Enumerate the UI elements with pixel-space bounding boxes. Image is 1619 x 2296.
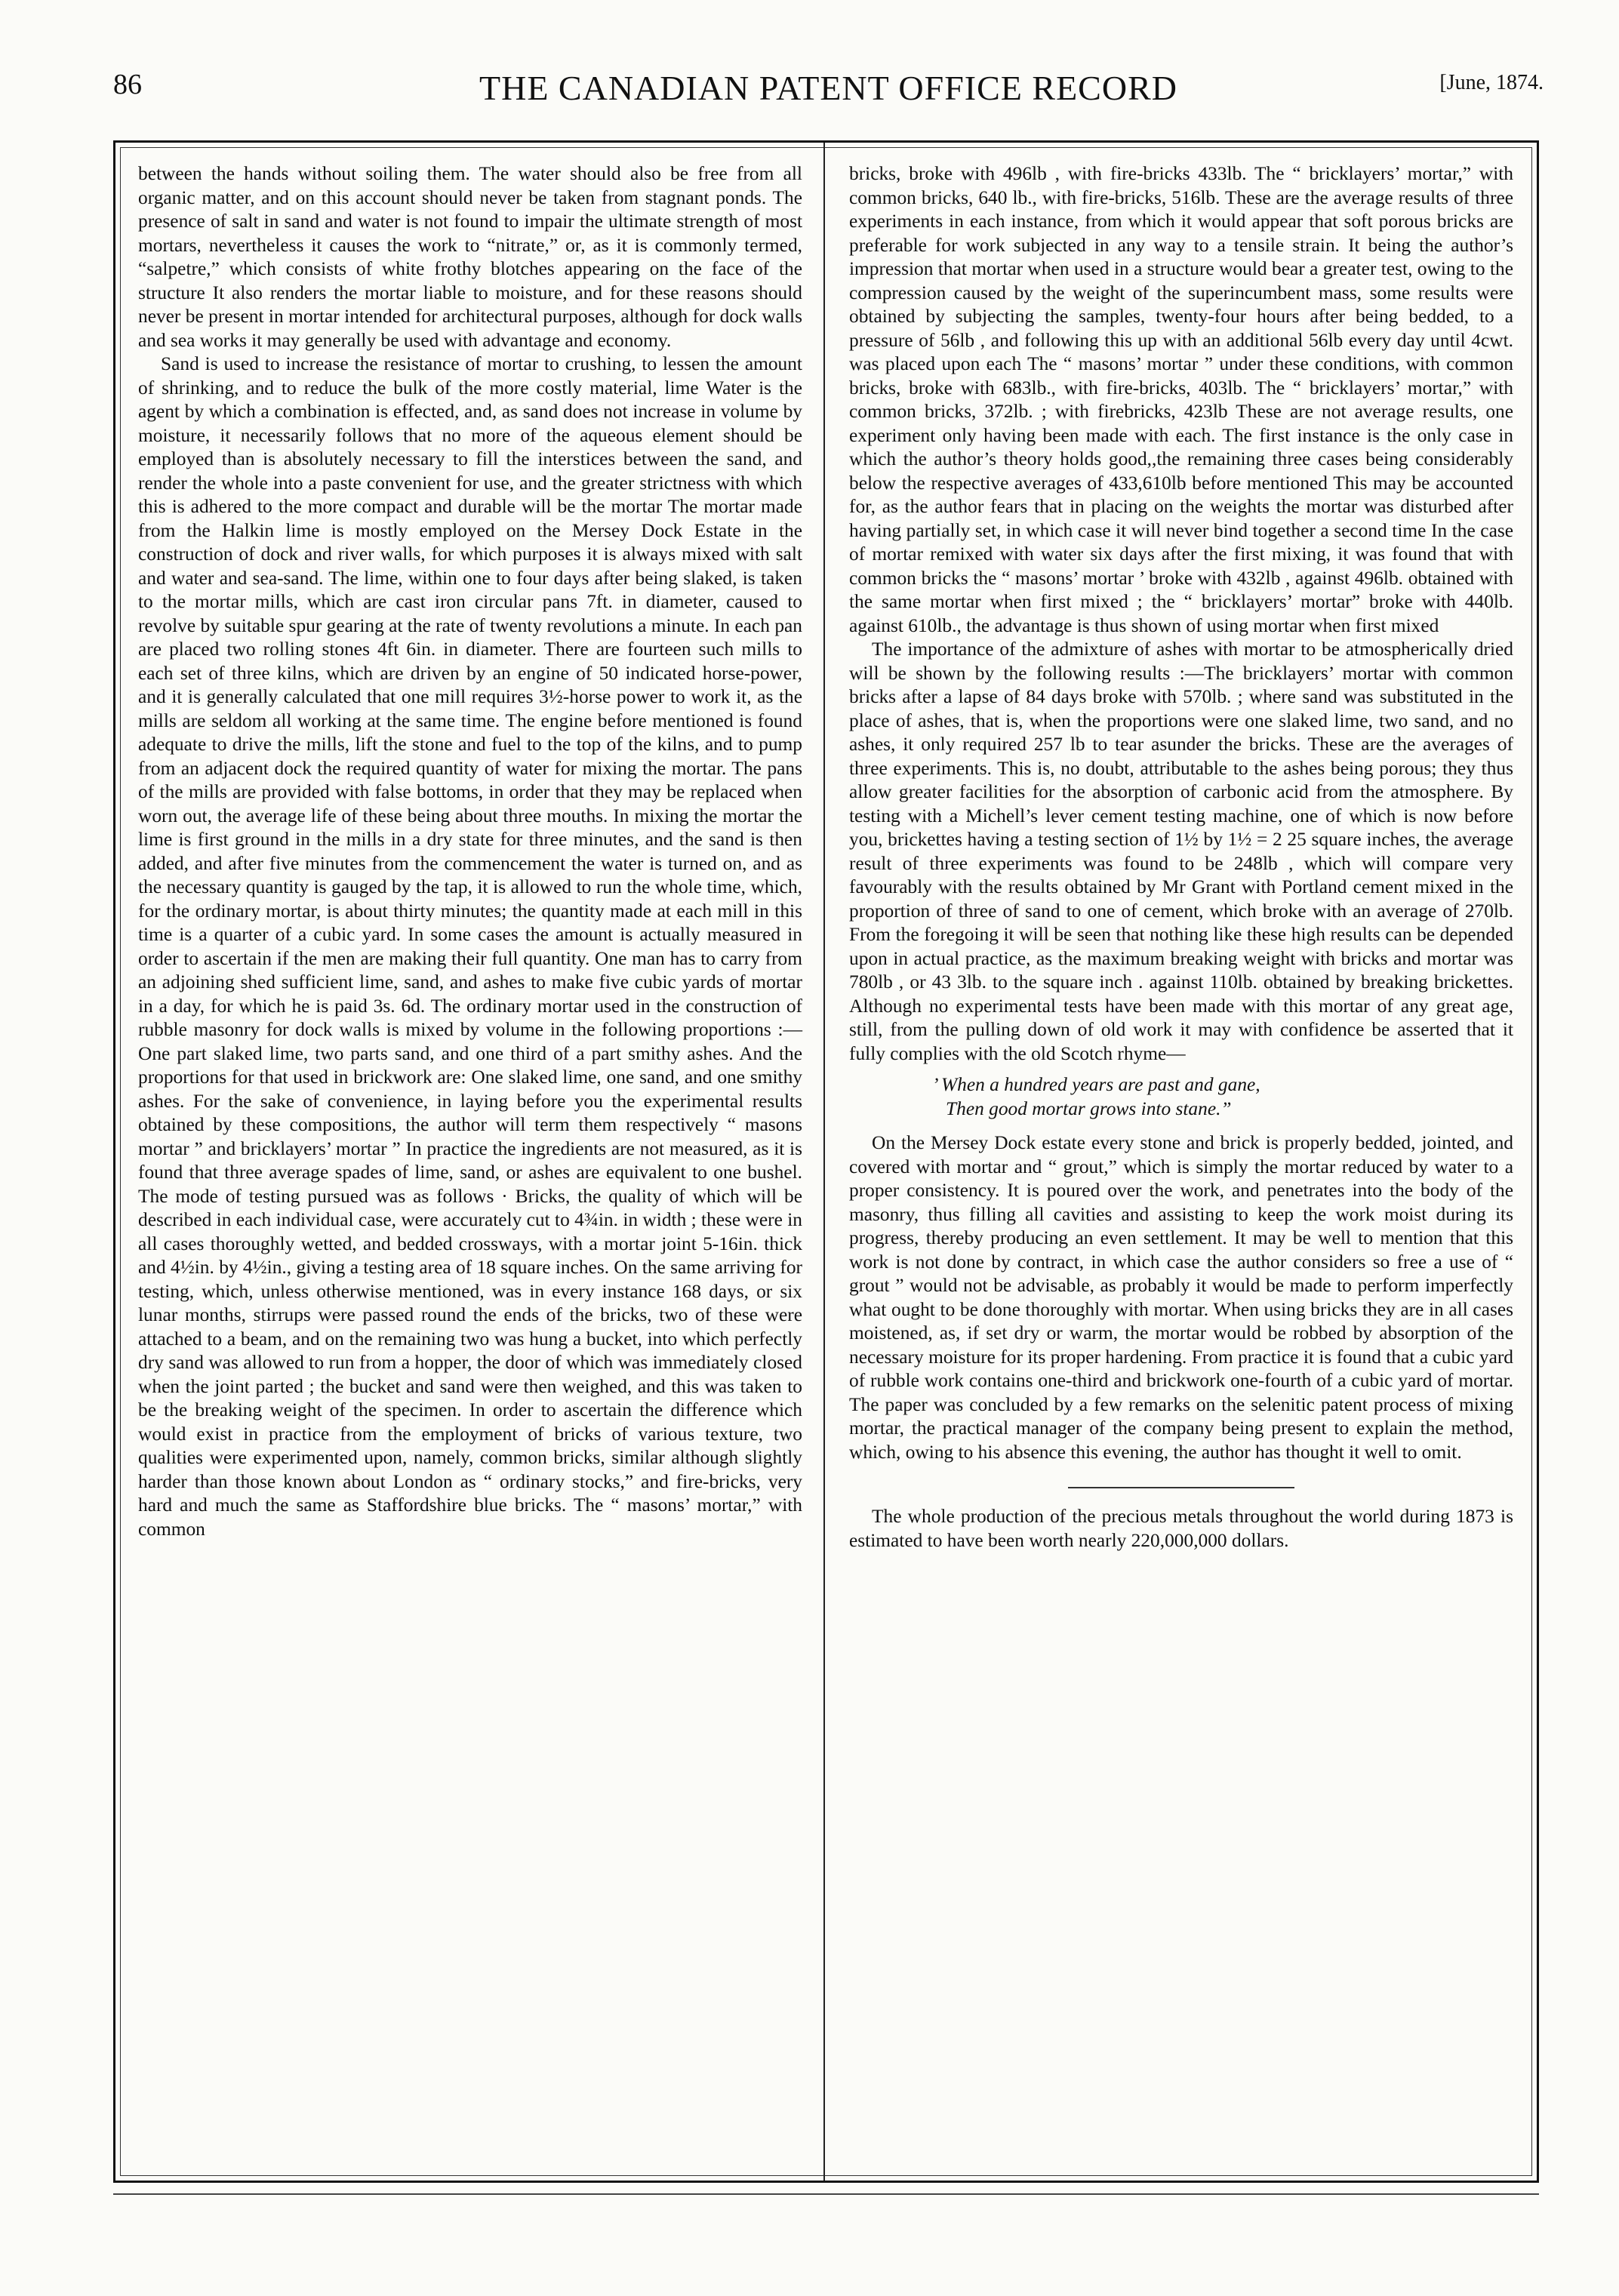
precious-metals-note: The whole production of the precious metals throughout the world during 1873 is estimated to have been worth nearly 220,000,000 dollars.: [849, 1506, 1513, 1551]
rhyme-line-1: ’ When a hundred years are past and gane,: [932, 1074, 1260, 1095]
right-column: [849, 162, 1513, 1553]
rhyme-line-2: Then good mortar grows into stane.”: [946, 1097, 1232, 1119]
left-paragraph-1: between the hands without soiling them. The water should also be free from all organic matter, and on this account should never be taken from stagnant ponds. The presence of salt in sand and water is not found to impair the ultimate strength of most mortars, nevertheless it causes the work to “nitrate,” or, as it is commonly termed, “salpetre,” which consists of white frothy blotches appearing on the face of the structure It also renders the mortar liable to moisture, and for these reasons should never be present in mortar intended for architectural purposes, although for dock walls and sea works it may generally be used with advantage and economy.: [138, 163, 802, 351]
rhyme-quote: [932, 1073, 1513, 1121]
left-column: [138, 162, 802, 1541]
column-rule: [823, 143, 825, 2181]
journal-title: THE CANADIAN PATENT OFFICE RECORD: [479, 69, 1177, 107]
right-paragraph-3: On the Mersey Dock estate every stone and brick is properly bedded, jointed, and covered with mortar and “ grout,” which is simply the mortar reduced by water to a proper consistency. It is poured over the work, and penetrates into the body of the masonry, thus filling all cavities and assisting to keep the work moist during its progress, thereby producing an even settlement. It may be well to mention that this work is not done by contract, in which case the author considers so free a use of “ grout ” would not be advisable, as probably it would be made to perform imperfectly what ought to be done thoroughly with mortar. When using bricks they are in all cases moistened, as, if set dry or warm, the mortar would be robbed by absorption of the necessary moisture for its proper hardening. From practice it is found that a cubic yard of rubble work contains one-third and brickwork one-fourth of a cubic yard of mortar. The paper was concluded by a few remarks on the selenitic patent process of mixing mortar, the practical manager of the company being present to explain the method, which, owing to his absence this evening, the author has thought it well to omit.: [849, 1132, 1513, 1463]
page-frame: [113, 140, 1539, 2183]
issue-date: [June, 1874.: [1439, 71, 1544, 94]
footer-rule: [113, 2193, 1539, 2195]
page-number: 86: [113, 69, 142, 100]
right-paragraph-2: The importance of the admixture of ashes with mortar to be atmospherically dried will be shown by the following results :—The bricklayers’ mortar with common bricks after a lapse of 84 days broke with 570lb. ; where sand was substituted in the place of ashes, that is, when the proportions were one slaked lime, two sand, and no ashes, it only required 257 lb to tear asunder the bricks. These are the averages of three experiments. This is, no doubt, attributable to the ashes being porous; they thus allow greater facilities for the absorption of carbonic acid from the atmosphere. By testing with a Michell’s lever cement testing machine, one of which is now before you, brickettes having a testing section of 1½ by 1½ = 2 25 square inches, the average result of three experiments was found to be 248lb , which will compare very favourably with the results obtained by Mr Grant with Portland cement mixed in the proportion of three of sand to one of cement, which broke with an average of 270lb. From the foregoing it will be seen that nothing like these high results can be depended upon in actual practice, as the maximum breaking weight with bricks and mortar was 780lb , or 43 3lb. to the square inch . against 110lb. obtained by breaking brickettes. Although no experimental tests have been made with this mortar of any great age, still, from the pulling down of old work it may with confidence be asserted that it fully complies with the old Scotch rhyme—: [849, 639, 1513, 1064]
page-header: [113, 68, 1544, 113]
left-paragraph-2: Sand is used to increase the resistance of mortar to crushing, to lessen the amount of shrinking, and to reduce the bulk of the more costly material, lime Water is the agent by which a combination is effected, and, as sand does not increase in volume by moisture, it necessarily follows that no more of the aqueous element should be employed than is absolutely necessary to fill the interstices between the sand, and render the whole into a paste convenient for use, and the greater strictness with which this is adhered to the more compact and durable will be the mortar The mortar made from the Halkin lime is mostly employed on the Mersey Dock Estate in the construction of dock and river walls, for which purposes it is always mixed with salt and water and sea-sand. The lime, within one to four days after being slaked, is taken to the mortar mills, which are cast iron circular pans 7ft. in diameter, caused to revolve by suitable spur gearing at the rate of twenty revolutions a minute. In each pan are placed two rolling stones 4ft 6in. in diameter. There are fourteen such mills to each set of three kilns, which are driven by an engine of 50 indicated horse-power, and it is generally calculated that one mill requires 3½-horse power to work it, as the mills are seldom all working at the same time. The engine before mentioned is found adequate to drive the mills, lift the stone and fuel to the top of the kilns, and to pump from an adjacent dock the required quantity of water for mixing the mortar. The pans of the mills are provided with false bottoms, in order that they may be replaced when worn out, the average life of these being about three mouths. In mixing the mortar the lime is first ground in the mills in a dry state for three minutes, and the sand is then added, and after five minutes from the commencement the water is turned on, and as the necessary quantity is gauged by the tap, it is allowed to run the whole time, which, for the ordinary mortar, is about thirty minutes; the quantity made at each mill in this time is a quarter of a cubic yard. In some cases the amount is actually measured in order to ascertain if the men are making their full quantity. One man has to carry from an adjoining shed sufficient lime, sand, and ashes to make five cubic yards of mortar in a day, for which he is paid 3s. 6d. The ordinary mortar used in the construction of rubble masonry for dock walls is mixed by volume in the following proportions :—One part slaked lime, two parts sand, and one third of a part smithy ashes. And the proportions for that used in brickwork are: One slaked lime, one sand, and one smithy ashes. For the sake of convenience, in laying before you the experimental results obtained by these compositions, the author will term them respectively “ masons mortar ” and bricklayers’ mortar ” In practice the ingredients are not measured, as it is found that three average spades of lime, sand, or ashes are equivalent to one bushel. The mode of testing pursued was as follows · Bricks, the quality of which will be described in each individual case, were accurately cut to 4¾in. in width ; these were in all cases thoroughly wetted, and bedded crossways, with a mortar joint 5-16in. thick and 4½in. by 4½in., giving a testing area of 18 square inches. On the same arriving for testing, which, unless otherwise mentioned, was in every instance 168 days, or six lunar months, stirrups were passed round the ends of the bricks, two of these were attached to a beam, and on the remaining two was hung a bucket, into which perfectly dry sand was allowed to run from a hopper, the door of which was immediately closed when the joint parted ; the bucket and sand were then weighed, and this was taken to be the breaking weight of the specimen. In order to ascertain the difference which would exist in practice from the employment of bricks of various texture, two qualities were experimented upon, namely, common bricks, similar although slightly harder than those known about London as “ ordinary stocks,” and fire-bricks, very hard and much the same as Staffordshire blue bricks. The “ masons’ mortar,” with common: [138, 353, 802, 1540]
section-separator: [1068, 1487, 1294, 1488]
right-paragraph-1: bricks, broke with 496lb , with fire-bricks 433lb. The “ bricklayers’ mortar,” with common bricks, 640 lb., with fire-bricks, 516lb. These are the average results of three experiments in each instance, from which it would appear that soft porous bricks are preferable for work subjected in any way to a tensile strain. It being the author’s impression that mortar when used in a structure would bear a greater test, owing to the compression caused by the weight of the superincumbent mass, some results were obtained by subjecting the samples, twenty-four hours after being bedded, to a pressure of 56lb , and following this up with an additional 56lb every day until 4cwt. was placed upon each The “ masons’ mortar ” under these conditions, with common bricks, broke with 683lb., with fire-bricks, 403lb. The “ bricklayers’ mortar,” with common bricks, 372lb. ; with firebricks, 423lb These are not average results, one experiment only having been made with each. The first instance is the only case in which the author’s theory holds good,,the remaining three cases being considerably below the respective averages of 433,610lb before mentioned This may be accounted for, as the author fears that in placing on the weights the mortar was disturbed after having partially set, in which case it will never bind together a second time In the case of mortar remixed with water six days after the first mixing, it was found that with common bricks the “ masons’ mortar ’ broke with 432lb , against 496lb. obtained with the same mortar when first mixed ; the “ bricklayers’ mortar” broke with 440lb. against 610lb., the advantage is thus shown of using mortar when first mixed: [849, 163, 1513, 636]
